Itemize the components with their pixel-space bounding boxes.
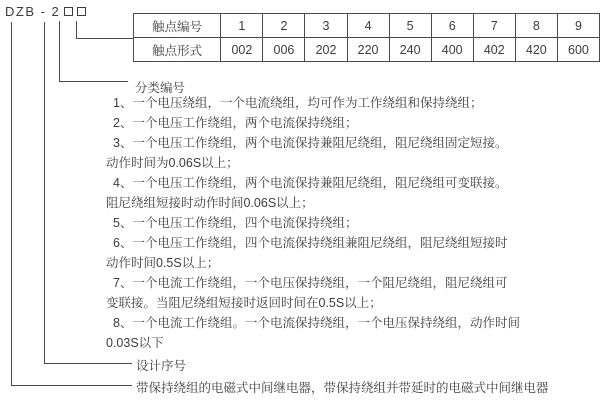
table-row <box>134 38 600 62</box>
classification-item: 8、一个电流工作绕组。一个电流保持绕组，一个电压保持绕组，动作时间 <box>113 316 520 330</box>
design-serial-label: 设计序号 <box>136 359 187 373</box>
contact-table <box>133 13 600 62</box>
table-row <box>134 14 600 38</box>
classification-item: 6、一个电压工作绕组，四个电流保持绕组兼阻尼绕组，阻尼绕组短接时 <box>113 236 508 250</box>
model-code-text: DZB - 2 <box>5 3 61 19</box>
table-cell: 002 <box>221 38 263 62</box>
table-row-label: 触点编号 <box>134 14 221 38</box>
classification-list <box>106 93 598 353</box>
classification-item-continuation: 动作时间为0.06S以上； <box>106 156 239 170</box>
table-cell: 402 <box>473 38 515 62</box>
model-code <box>5 3 86 19</box>
placeholder-box-2 <box>77 7 86 16</box>
table-cell: 2 <box>263 14 305 38</box>
table-cell: 240 <box>389 38 431 62</box>
table-cell: 220 <box>347 38 389 62</box>
table-cell: 400 <box>431 38 473 62</box>
table-row-label: 触点形式 <box>134 38 221 62</box>
table-cell: 7 <box>473 14 515 38</box>
classification-item: 1、一个电压绕组，一个电流绕组，均可作为工作绕组和保持绕组； <box>113 96 483 110</box>
table-cell: 202 <box>305 38 347 62</box>
classification-item-continuation: 阻尼绕组短接时动作时间0.06S以上； <box>106 196 314 210</box>
table-cell: 8 <box>515 14 557 38</box>
table-cell: 3 <box>305 14 347 38</box>
placeholder-box-1 <box>64 7 73 16</box>
classification-label: 分类编号 <box>135 81 186 95</box>
classification-item: 3、一个电压工作绕组，两个电流保持兼阻尼绕组，阻尼绕组固定短接。 <box>113 136 508 150</box>
relay-type-label: 带保持绕组的电磁式中间继电器，带保持绕组并带延时的电磁式中间继电器 <box>136 381 549 395</box>
table-cell: 9 <box>557 14 599 38</box>
classification-item: 4、一个电压工作绕组，两个电流保持兼阻尼绕组，阻尼绕组可变联接。 <box>113 176 508 190</box>
table-cell: 006 <box>263 38 305 62</box>
table-cell: 5 <box>389 14 431 38</box>
table-cell: 1 <box>221 14 263 38</box>
table-cell: 420 <box>515 38 557 62</box>
classification-item: 2、一个电压工作绕组，两个电流保持绕组； <box>113 116 358 130</box>
classification-item: 7、一个电流工作绕组，一个电压保持绕组，一个阻尼绕组，阻尼绕组可 <box>113 276 508 290</box>
contact-table-body <box>134 14 600 62</box>
classification-item-continuation: 动作时间0.5S以上； <box>106 256 220 270</box>
classification-item-continuation: 变联接。当阻尼绕组短接时返回时间在0.5S以上； <box>106 296 382 310</box>
classification-item: 5、一个电压工作绕组，四个电流保持绕组； <box>113 216 358 230</box>
table-cell: 600 <box>557 38 599 62</box>
table-cell: 4 <box>347 14 389 38</box>
table-cell: 6 <box>431 14 473 38</box>
connector-contact-form-line <box>76 21 134 39</box>
classification-item-continuation: 0.03S以下 <box>106 336 164 350</box>
